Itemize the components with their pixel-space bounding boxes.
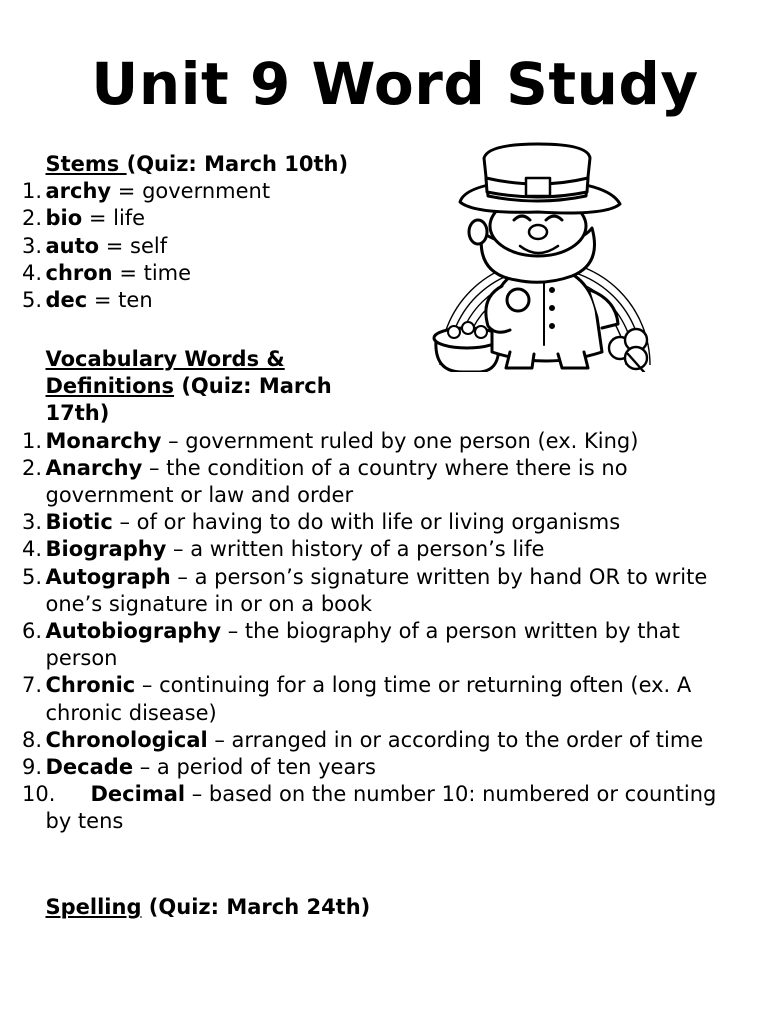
vocab-item — [22, 509, 742, 536]
stems-section — [22, 151, 442, 314]
stems-quiz-date: (Quiz: March 10th) — [126, 152, 349, 176]
stem-term: archy — [45, 179, 112, 204]
vocab-term: Chronological — [45, 727, 208, 752]
vocab-term: Anarchy — [45, 455, 143, 480]
leprechaun-illustration — [430, 140, 660, 372]
vocabulary-section — [22, 346, 742, 836]
vocab-term: Autograph — [45, 564, 171, 589]
vocab-number: 3. — [22, 510, 43, 535]
stem-term: bio — [45, 206, 83, 231]
vocab-definition: – based on the number 10: numbered or counting by tens — [45, 782, 717, 834]
vocab-term: Decade — [45, 755, 134, 780]
vocab-number: 8. — [22, 727, 43, 752]
vocab-definition: – government ruled by one person (ex. King) — [161, 428, 639, 453]
vocab-definition: – of or having to do with life or living organisms — [112, 510, 621, 535]
stem-meaning: = time — [112, 260, 192, 285]
vocab-item — [22, 564, 742, 618]
page-title: Unit 9 Word Study — [91, 50, 699, 118]
stem-term: chron — [45, 260, 113, 285]
stem-number: 4. — [22, 260, 43, 285]
vocab-number: 9. — [22, 755, 43, 780]
vocab-term: Chronic — [45, 673, 136, 698]
vocab-definition: – a written history of a person’s life — [166, 537, 545, 562]
vocab-number: 5. — [22, 564, 43, 589]
vocab-item — [22, 455, 742, 509]
vocab-definition: – a person’s signature written by hand OR to write one’s signature in or on a book — [45, 564, 708, 616]
spelling-heading-label: Spelling — [45, 895, 142, 919]
vocab-definition: – the condition of a country where there is no government or law and order — [45, 455, 628, 508]
vocab-definition: – continuing for a long time or returning often (ex. A chronic disease) — [45, 673, 692, 725]
vocab-number: 4. — [22, 537, 43, 562]
vocab-term: Autobiography — [45, 619, 222, 644]
vocab-term: Monarchy — [45, 428, 162, 453]
stem-item — [22, 178, 442, 205]
stems-heading-label: Stems — [45, 152, 127, 176]
stem-number: 1. — [22, 179, 43, 204]
vocab-number: 7. — [22, 673, 43, 698]
stems-heading — [22, 151, 442, 178]
vocab-term: Biography — [45, 537, 167, 562]
vocab-term: Decimal — [90, 782, 186, 807]
vocab-item — [22, 536, 742, 563]
stem-meaning: = government — [111, 179, 271, 204]
vocab-number: 6. — [22, 619, 43, 644]
stem-term: auto — [45, 233, 100, 258]
vocabulary-list — [22, 428, 742, 836]
vocab-number: 2. — [22, 455, 43, 480]
vocabulary-heading — [22, 346, 376, 428]
stem-number: 3. — [22, 233, 43, 258]
spelling-quiz-date: (Quiz: March 24th) — [141, 895, 371, 919]
vocab-item — [22, 727, 742, 754]
vocab-definition: – arranged in or according to the order of time — [207, 727, 704, 752]
stem-number: 5. — [22, 288, 43, 313]
vocab-item — [22, 781, 742, 835]
stem-item — [22, 287, 442, 314]
stem-item — [22, 205, 442, 232]
vocab-item — [22, 754, 742, 781]
stem-meaning: = self — [99, 233, 168, 258]
spelling-section — [22, 894, 522, 921]
stems-list — [22, 178, 442, 314]
vocab-item — [22, 618, 742, 672]
vocab-definition: – the biography of a person written by that person — [45, 619, 680, 671]
stem-term: dec — [45, 288, 88, 313]
vocabulary-quiz-date: (Quiz: March 17th) — [45, 374, 332, 426]
spelling-heading — [22, 894, 522, 921]
vocab-item — [22, 672, 742, 726]
vocab-number: 10. — [22, 782, 56, 807]
vocab-definition: – a period of ten years — [133, 755, 376, 780]
stem-item — [22, 260, 442, 287]
vocab-item — [22, 428, 742, 455]
vocab-term: Biotic — [45, 510, 113, 535]
vocab-number: 1. — [22, 428, 43, 453]
stem-number: 2. — [22, 206, 43, 231]
stem-meaning: = life — [82, 206, 146, 231]
stem-meaning: = ten — [87, 288, 153, 313]
vocabulary-heading-label: Vocabulary Words & Definitions — [45, 347, 285, 399]
stem-item — [22, 233, 442, 260]
